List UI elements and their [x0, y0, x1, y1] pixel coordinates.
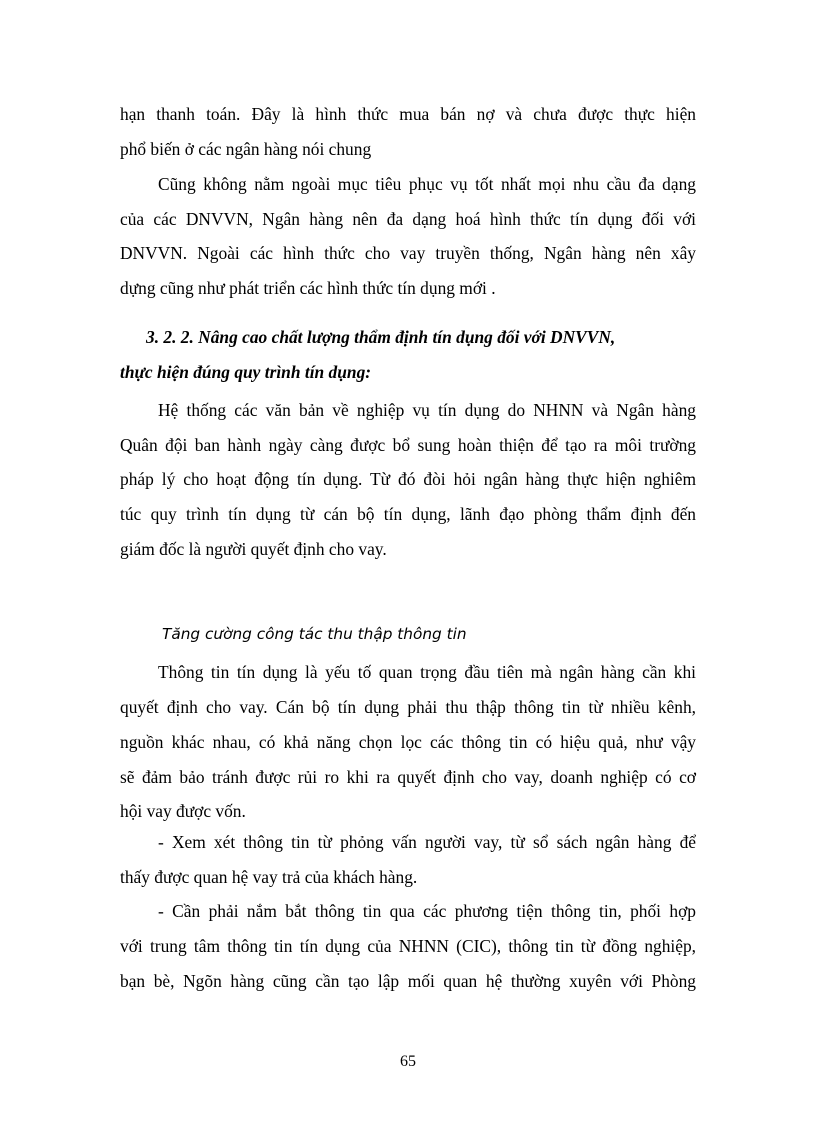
- text-line: của các DNVVN, Ngân hàng nên đa dạng hoá hình thức tín dụng đối với: [120, 209, 696, 229]
- text-line: thấy được quan hệ vay trả của khách hàng.: [120, 867, 418, 887]
- text-line: bạn bè, Ngõn hàng cũng cần tạo lập mối quan hệ thường xuyên với Phòng: [120, 971, 696, 991]
- text-line: DNVVN. Ngoài các hình thức cho vay truyền thống, Ngân hàng nên xây: [120, 243, 696, 263]
- text-line: sẽ đảm bảo tránh được rủi ro khi ra quyết định cho vay, doanh nghiệp có cơ: [120, 767, 696, 787]
- heading-line: thực hiện đúng quy trình tín dụng:: [120, 362, 372, 382]
- text-line: túc quy trình tín dụng từ cán bộ tín dụng, lãnh đạo phòng thẩm định đến: [120, 504, 696, 524]
- text-line: hạn thanh toán. Đây là hình thức mua bán nợ và chưa được thực hiện: [120, 104, 696, 124]
- text-line: dựng cũng như phát triển các hình thức tín dụng mới .: [120, 278, 496, 298]
- text-line: Cũng không nằm ngoài mục tiêu phục vụ tốt nhất mọi nhu cầu đa dạng: [158, 174, 696, 194]
- text-line: - Xem xét thông tin từ phỏng vấn người vay, từ sổ sách ngân hàng để: [158, 832, 696, 852]
- subheading: Tăng cường công tác thu thập thông tin: [162, 625, 467, 643]
- text-line: pháp lý cho hoạt động tín dụng. Từ đó đòi hỏi ngân hàng thực hiện nghiêm: [120, 469, 696, 489]
- text-line: phổ biến ở các ngân hàng nói chung: [120, 139, 372, 159]
- heading-line: 3. 2. 2. Nâng cao chất lượng thẩm định tín dụng đối với DNVVN,: [146, 327, 616, 347]
- text-line: Thông tin tín dụng là yếu tố quan trọng đầu tiên mà ngân hàng cần khi: [158, 662, 696, 682]
- page-number: 65: [400, 1053, 416, 1070]
- text-line: với trung tâm thông tin tín dụng của NHNN (CIC), thông tin từ đồng nghiệp,: [120, 936, 696, 956]
- text-line: giám đốc là người quyết định cho vay.: [120, 539, 387, 559]
- text-line: Quân đội ban hành ngày càng được bổ sung hoàn thiện để tạo ra môi trường: [120, 435, 696, 455]
- text-line: Hệ thống các văn bản về nghiệp vụ tín dụng do NHNN và Ngân hàng: [158, 400, 696, 420]
- text-line: quyết định cho vay. Cán bộ tín dụng phải thu thập thông tin từ nhiều kênh,: [120, 697, 696, 717]
- text-line: nguồn khác nhau, có khả năng chọn lọc các thông tin có hiệu quả, như vậy: [120, 732, 696, 752]
- text-line: - Cần phải nắm bắt thông tin qua các phương tiện thông tin, phối hợp: [158, 901, 696, 921]
- text-line: hội vay được vốn.: [120, 801, 246, 821]
